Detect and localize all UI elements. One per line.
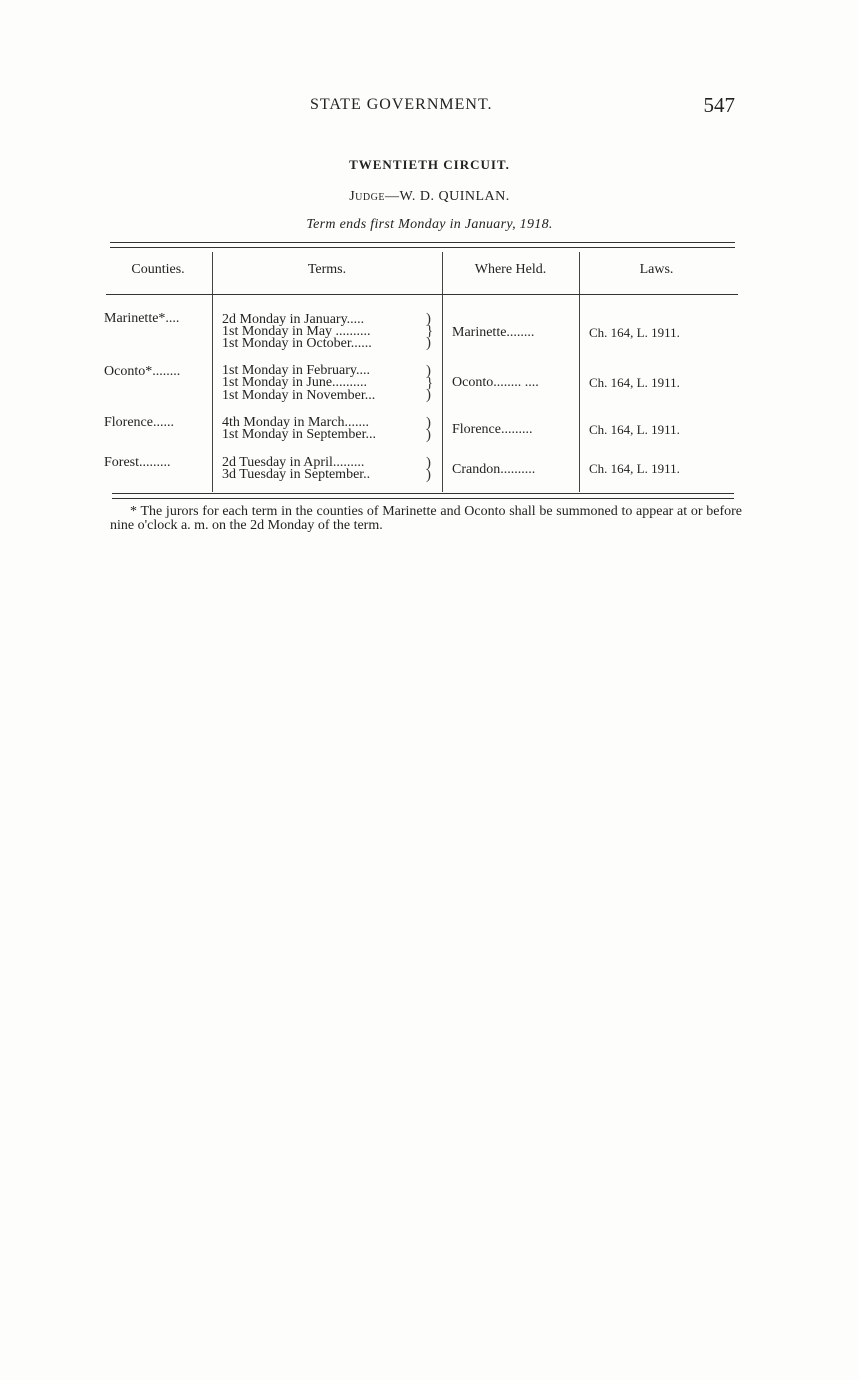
brace-glyph: ) <box>426 415 431 431</box>
column-divider <box>212 252 213 492</box>
table-row-term: 2d Tuesday in April......... <box>222 455 365 470</box>
column-divider <box>579 252 580 492</box>
table-row-where-held: Oconto........ .... <box>452 375 539 390</box>
table-row-law: Ch. 164, L. 1911. <box>589 461 680 476</box>
footnote: * The jurors for each term in the counties of Marinette and Oconto shall be summoned to appear at or before nine o'clock a. m. on the 2d Monday of the term. <box>110 504 742 533</box>
column-header-laws: Laws. <box>639 262 674 277</box>
table-row-term: 4th Monday in March....... <box>222 415 369 430</box>
table-top-rule-2 <box>110 247 735 248</box>
judge-label: Judge <box>349 189 385 204</box>
page-number: 547 <box>703 93 735 117</box>
table-row-term: 1st Monday in October...... <box>222 336 372 351</box>
table-row-term: 1st Monday in June.......... <box>222 375 368 390</box>
table-row-where-held: Crandon.......... <box>452 462 536 477</box>
brace-glyph: ) <box>426 363 431 379</box>
table-row-county: Marinette*.... <box>104 311 180 326</box>
brace-glyph: ) <box>426 427 431 443</box>
table-row-law: Ch. 164, L. 1911. <box>589 375 680 390</box>
brace-glyph: ) <box>426 455 431 471</box>
brace-glyph: } <box>426 323 434 339</box>
table-row-where-held: Marinette........ <box>452 325 535 340</box>
running-title: STATE GOVERNMENT. <box>310 96 493 113</box>
judge-name: —W. D. QUINLAN. <box>384 189 510 204</box>
table-row-law: Ch. 164, L. 1911. <box>589 325 680 340</box>
table-row-term: 3d Tuesday in September.. <box>222 467 371 482</box>
column-header-counties: Counties. <box>131 262 185 277</box>
table-row-where-held: Florence......... <box>452 422 533 437</box>
table-top-rule <box>110 242 735 243</box>
brace-glyph: ) <box>426 311 431 327</box>
brace-glyph: ) <box>426 335 431 351</box>
table-row-term: 1st Monday in February.... <box>222 363 371 378</box>
column-header-terms: Terms. <box>307 262 347 277</box>
table-row-term: 2d Monday in January..... <box>222 312 365 327</box>
term-note: Term ends first Monday in January, 1918. <box>306 217 553 232</box>
table-row-term: 1st Monday in November... <box>222 388 376 403</box>
brace-glyph: } <box>426 375 434 391</box>
brace-glyph: ) <box>426 387 431 403</box>
table-row-county: Forest......... <box>104 455 171 470</box>
table-row-term: 1st Monday in September... <box>222 427 376 442</box>
table-row-county: Oconto*........ <box>104 364 181 379</box>
table-row-county: Florence...... <box>104 415 174 430</box>
table-row-term: 1st Monday in May .......... <box>222 324 371 339</box>
circuit-title: TWENTIETH CIRCUIT. <box>349 157 510 172</box>
table-bottom-rule <box>112 493 734 494</box>
column-divider <box>442 252 443 492</box>
column-header-where-held: Where Held. <box>474 262 547 277</box>
brace-glyph: ) <box>426 467 431 483</box>
table-row-law: Ch. 164, L. 1911. <box>589 422 680 437</box>
header-rule <box>106 294 738 295</box>
table-bottom-rule-2 <box>112 498 734 499</box>
